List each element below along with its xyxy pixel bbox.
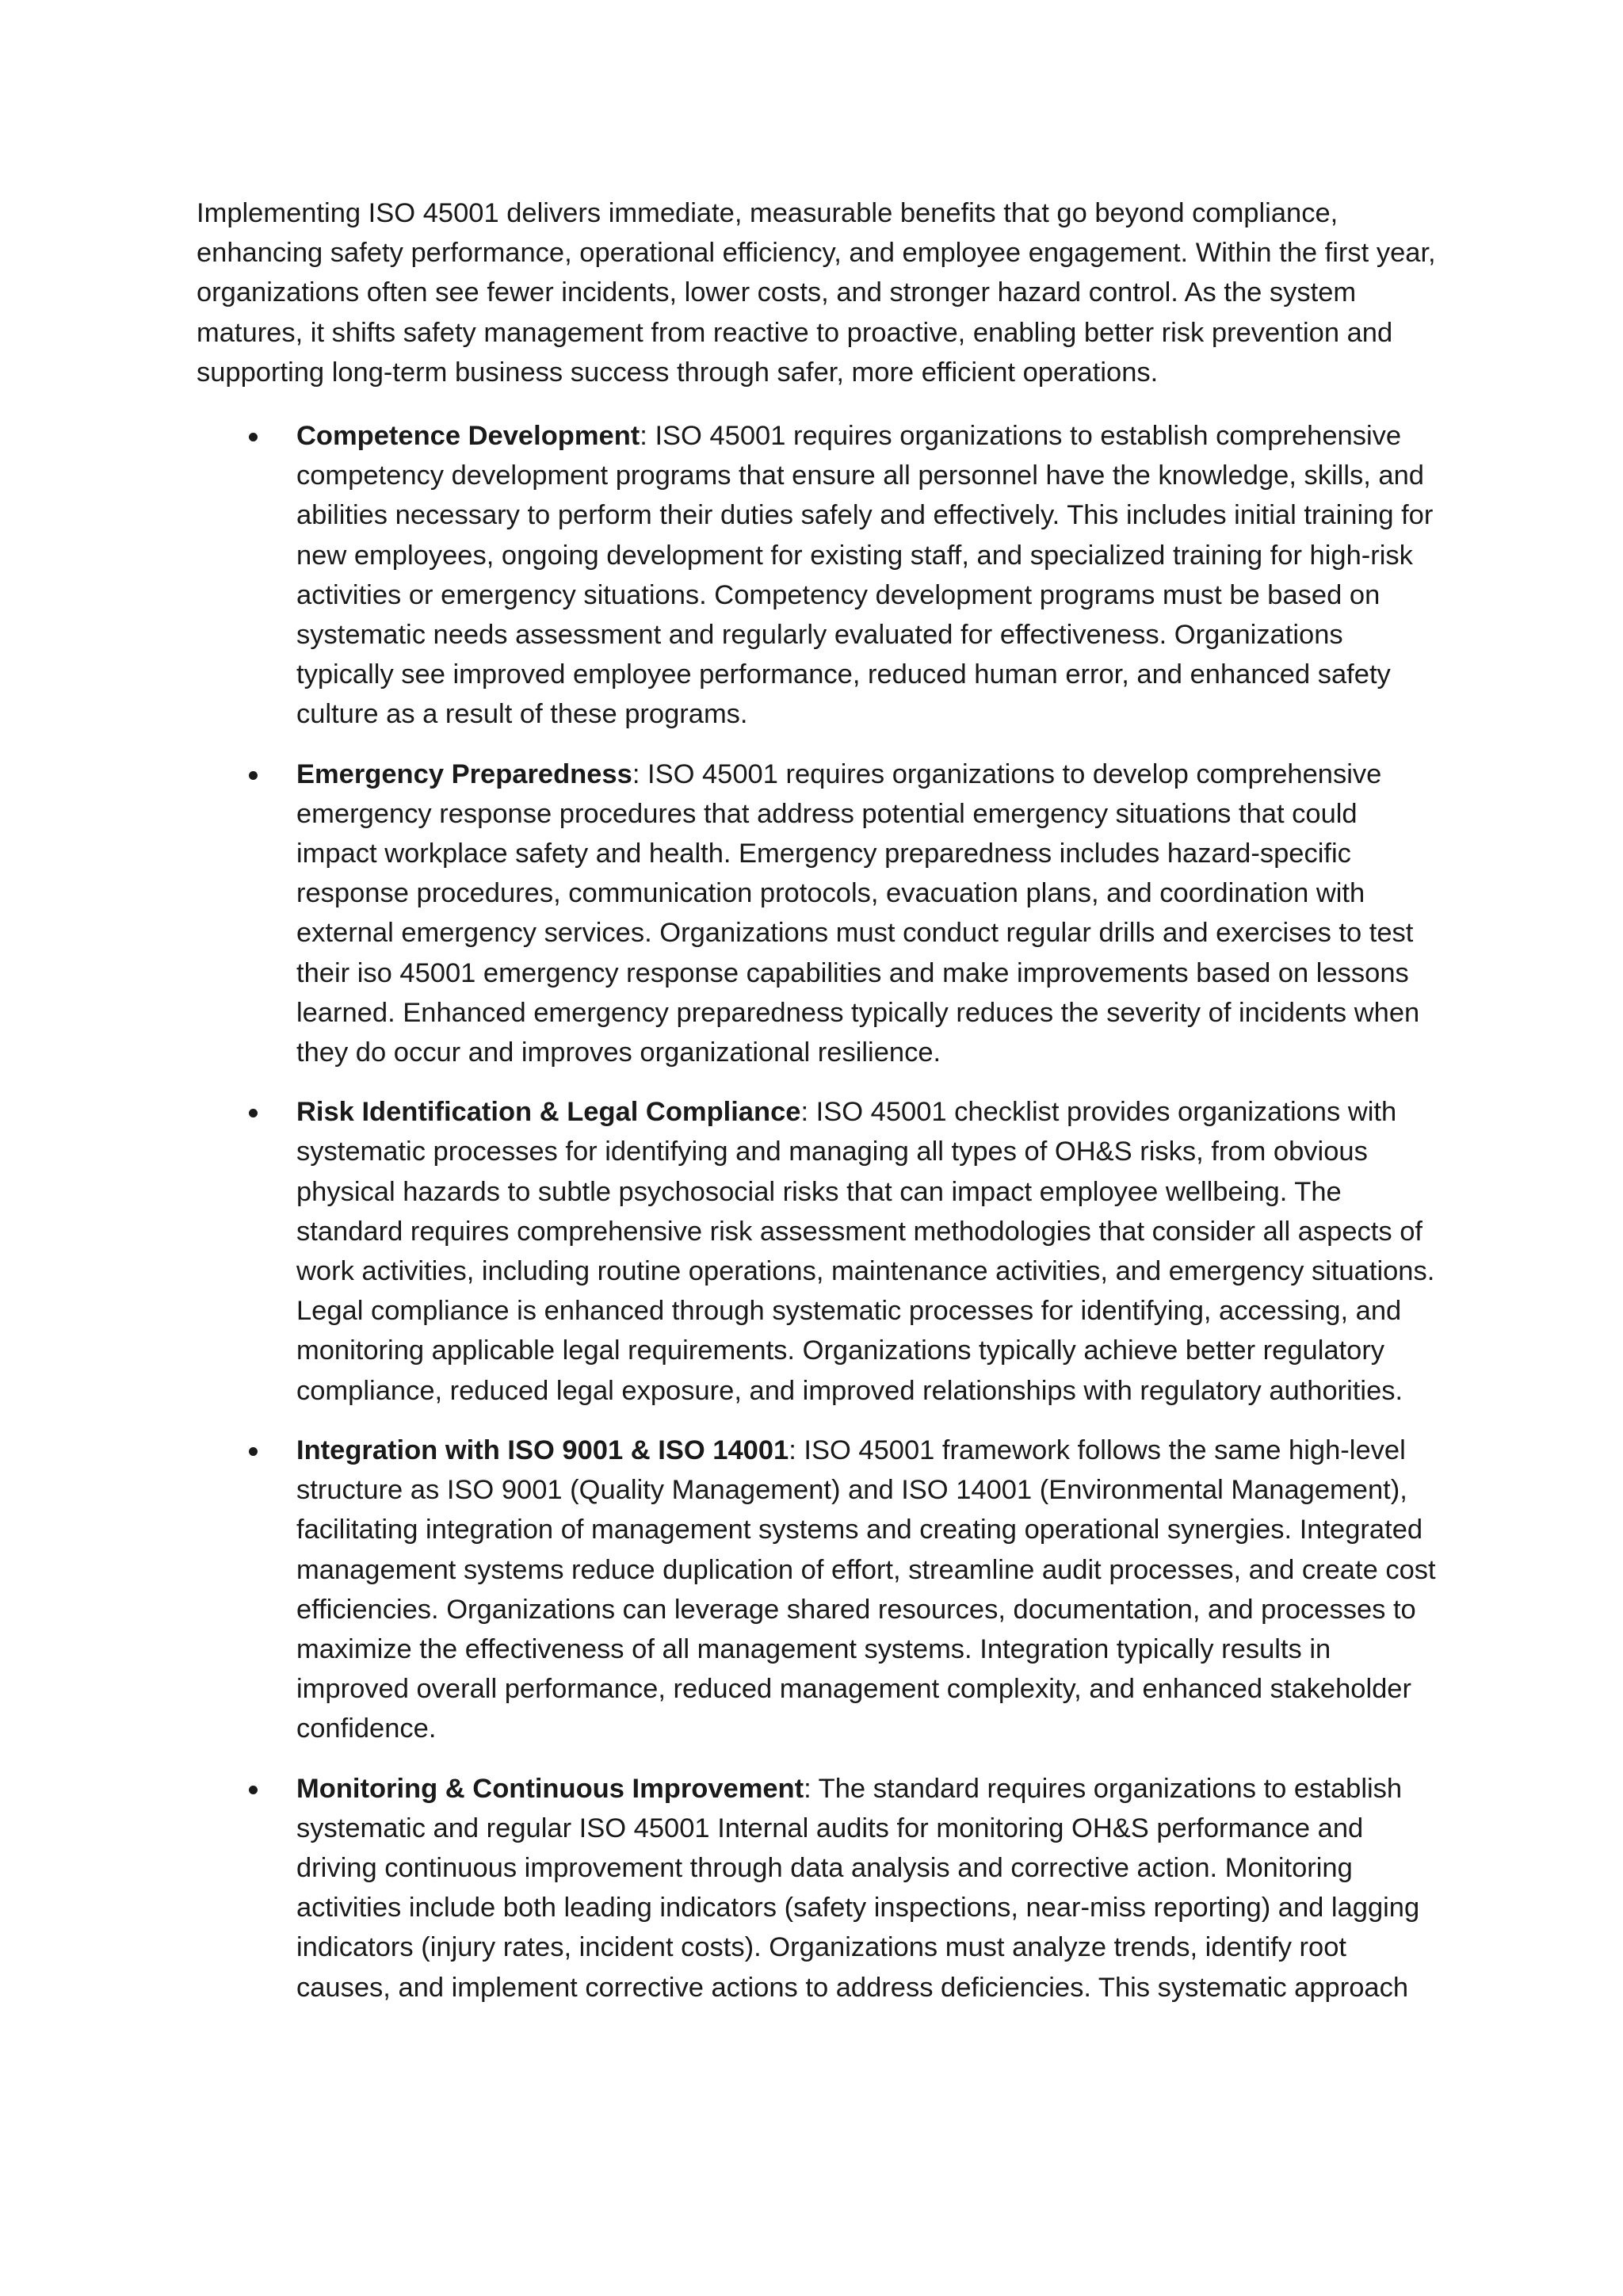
- list-item-monitoring: [197, 1769, 1442, 2008]
- list-item-risk-identification: [197, 1092, 1442, 1411]
- bullet-title: Emergency Preparedness: [296, 758, 632, 789]
- bullet-icon: [249, 433, 258, 441]
- bullet-title: Competence Development: [296, 421, 640, 452]
- bullet-icon: [249, 1109, 258, 1117]
- bullet-icon: [249, 1786, 258, 1794]
- bullet-icon: [249, 1447, 258, 1456]
- bullet-text: : The standard requires organizations to establish systematic and regular ISO 45001 Internal audits for monitoring OH&S performance and driving continuous improvement through data analysis and corrective action. Monitoring activities include both leading indicators (safety inspections, near-miss reporting) and lagging indicators (injury rates, incident costs). Organizations must analyze trends, identify root causes, and implement corrective actions to address deficiencies. This systematic approach: [296, 1773, 1420, 2003]
- bullet-text: : ISO 45001 requires organizations to establish comprehensive competency development programs that ensure all personnel have the knowledge, skills, and abilities necessary to perform their duties safely and effectively. This includes initial training for new employees, ongoing development for existing staff, and specialized training for high-risk activities or emergency situations. Competency development programs must be based on systematic needs assessment and regularly evaluated for effectiveness. Organizations typically see improved employee performance, reduced human error, and enhanced safety culture as a result of these programs.: [296, 421, 1434, 730]
- benefits-list: [197, 416, 1442, 2008]
- list-item-emergency-preparedness: [197, 755, 1442, 1073]
- bullet-text: : ISO 45001 requires organizations to develop comprehensive emergency response procedures that address potential emergency situations that could impact workplace safety and health. Emergency preparedness includes hazard-specific response procedures, communication protocols, evacuation plans, and coordination with external emergency services. Organizations must conduct regular drills and exercises to test their iso 45001 emergency response capabilities and make improvements based on lessons learned. Enhanced emergency preparedness typically reduces the severity of incidents when they do occur and improves organizational resilience.: [296, 758, 1420, 1068]
- list-item-integration: [197, 1431, 1442, 1749]
- list-item-competence-development: [197, 416, 1442, 735]
- bullet-title: Integration with ISO 9001 & ISO 14001: [296, 1435, 789, 1465]
- document-body: [197, 193, 1442, 2027]
- intro-paragraph: Implementing ISO 45001 delivers immediate, measurable benefits that go beyond compliance, enhancing safety performance, operational efficiency, and employee engagement. Within the first year, organizations often see fewer incidents, lower costs, and stronger hazard control. As the system matures, it shifts safety management from reactive to proactive, enabling better risk prevention and supporting long-term business success through safer, more efficient operations.: [197, 198, 1436, 388]
- bullet-title: Risk Identification & Legal Compliance: [296, 1097, 801, 1128]
- bullet-text: : ISO 45001 framework follows the same high-level structure as ISO 9001 (Quality Management) and ISO 14001 (Environmental Management), facilitating integration of management systems and creating operational synergies. Integrated management systems reduce duplication of effort, streamline audit processes, and create cost efficiencies. Organizations can leverage shared resources, documentation, and processes to maximize the effectiveness of all management systems. Integration typically results in improved overall performance, reduced management complexity, and enhanced stakeholder confidence.: [296, 1435, 1436, 1744]
- bullet-icon: [249, 771, 258, 780]
- bullet-title: Monitoring & Continuous Improvement: [296, 1773, 804, 1804]
- bullet-text: : ISO 45001 checklist provides organizations with systematic processes for identifying and managing all types of OH&S risks, from obvious physical hazards to subtle psychosocial risks that can impact employee wellbeing. The standard requires comprehensive risk assessment methodologies that consider all aspects of work activities, including routine operations, maintenance activities, and emergency situations. Legal compliance is enhanced through systematic processes for identifying, accessing, and monitoring applicable legal requirements. Organizations typically achieve better regulatory compliance, reduced legal exposure, and improved relationships with regulatory authorities.: [296, 1097, 1435, 1406]
